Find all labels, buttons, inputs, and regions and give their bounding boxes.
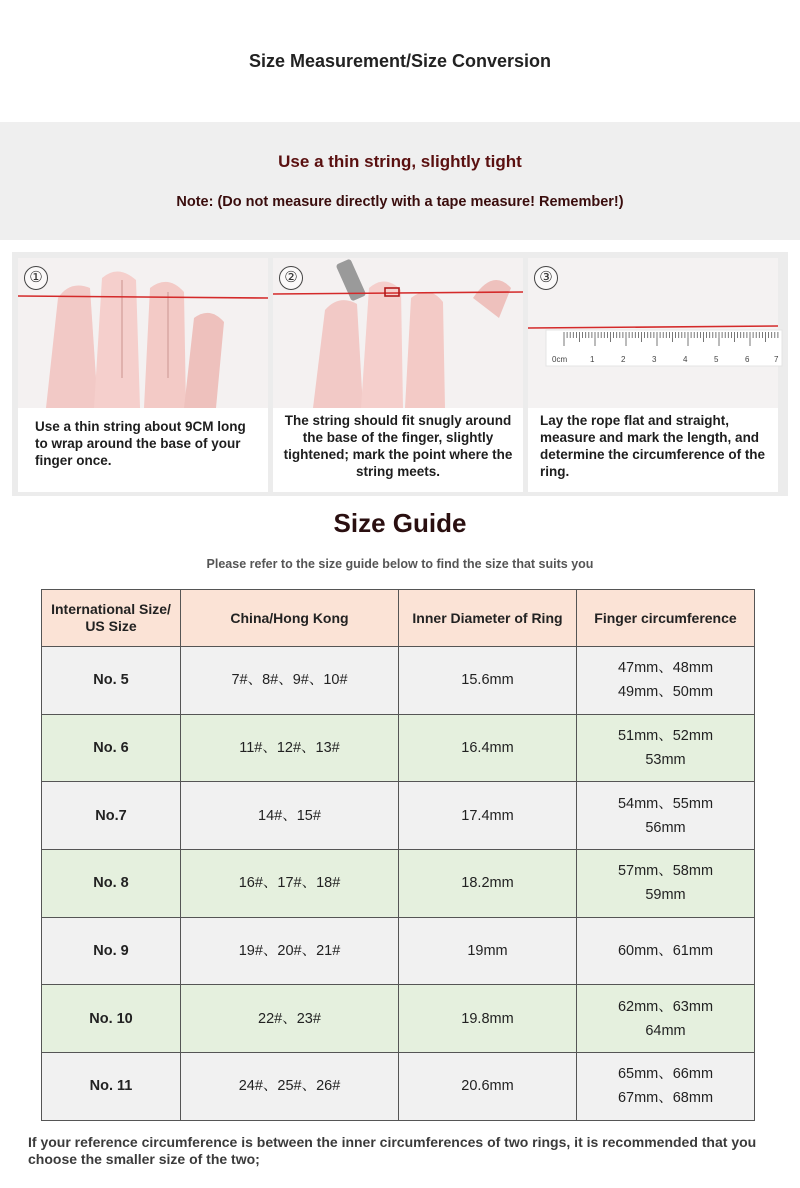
cell-china-size: 16#、17#、18# (181, 850, 399, 918)
table-header-row (42, 590, 755, 647)
step-number-2: ② (279, 266, 303, 290)
circ-line-2: 56mm (645, 819, 686, 836)
cell-china-size: 19#、20#、21# (181, 917, 399, 985)
cell-inner-diameter: 18.2mm (399, 850, 577, 918)
header-finger-circumference: Finger circumference (577, 590, 755, 647)
table-row (42, 1053, 755, 1121)
table-row (42, 917, 755, 985)
ruler-photo (528, 258, 778, 408)
step-caption-1: Use a thin string about 9CM long to wrap around the base of your finger once. (35, 419, 246, 468)
ruler-label-7: 7 (774, 355, 779, 364)
circ-line-1: 60mm、61mm (617, 943, 714, 960)
step-number-3: ③ (534, 266, 558, 290)
instruction-headline: Use a thin string, slightly tight (278, 152, 522, 171)
ruler-label-3: 3 (652, 355, 657, 364)
circ-line-1: 62mm、63mm (617, 998, 714, 1015)
cell-inner-diameter: 16.4mm (399, 714, 577, 782)
cell-intl-size: No. 8 (42, 850, 181, 918)
step-card-2 (273, 258, 523, 492)
circ-line-2: 59mm (645, 887, 686, 904)
cell-intl-size: No. 10 (42, 985, 181, 1053)
hand-string-photo-2 (273, 258, 523, 408)
step-caption-2: The string should fit snugly around the base of the finger, slightly tightened; mark the point where the string meets. (283, 413, 513, 479)
size-conversion-table (41, 589, 755, 1121)
step-caption-3: Lay the rope flat and straight, measure and mark the length, and determine the circumference of the ring. (540, 413, 766, 479)
cell-china-size: 7#、8#、9#、10# (181, 647, 399, 715)
size-guide-subtitle: Please refer to the size guide below to find the size that suits you (206, 557, 594, 571)
cell-inner-diameter: 15.6mm (399, 647, 577, 715)
circ-line-2: 67mm、68mm (617, 1090, 714, 1107)
cell-inner-diameter: 19mm (399, 917, 577, 985)
cell-intl-size: No. 5 (42, 647, 181, 715)
cell-finger-circumference (577, 850, 755, 918)
ruler-label-2: 2 (621, 355, 626, 364)
cell-inner-diameter: 20.6mm (399, 1053, 577, 1121)
cell-intl-size: No. 9 (42, 917, 181, 985)
cell-intl-size: No. 6 (42, 714, 181, 782)
instruction-band (0, 122, 800, 240)
ruler-label-5: 5 (714, 355, 719, 364)
cell-intl-size: No. 11 (42, 1053, 181, 1121)
table-row (42, 850, 755, 918)
table-row (42, 985, 755, 1053)
header-china-hong-kong: China/Hong Kong (181, 590, 399, 647)
circ-line-1: 47mm、48mm (617, 660, 714, 677)
instruction-note: Note: (Do not measure directly with a tape measure! Remember!) (176, 194, 624, 210)
ruler-label-0: 0cm (552, 355, 568, 364)
circ-line-2: 49mm、50mm (617, 684, 714, 701)
table-row (42, 714, 755, 782)
table-row (42, 647, 755, 715)
header-international-size: International Size/ US Size (42, 590, 181, 647)
hand-string-photo-1 (18, 258, 268, 408)
step-card-3 (528, 258, 778, 492)
circ-line-2: 53mm (645, 752, 686, 769)
cell-finger-circumference (577, 782, 755, 850)
ruler-label-4: 4 (683, 355, 688, 364)
step-number-1: ① (24, 266, 48, 290)
circ-line-1: 57mm、58mm (617, 863, 714, 880)
ruler-label-1: 1 (590, 355, 595, 364)
ruler-label-6: 6 (745, 355, 750, 364)
header-inner-diameter: Inner Diameter of Ring (399, 590, 577, 647)
cell-finger-circumference (577, 917, 755, 985)
circ-line-1: 51mm、52mm (617, 728, 714, 745)
cell-inner-diameter: 17.4mm (399, 782, 577, 850)
step-card-1 (18, 258, 268, 492)
cell-china-size: 14#、15# (181, 782, 399, 850)
circ-line-1: 54mm、55mm (617, 795, 714, 812)
circ-line-2: 64mm (645, 1022, 686, 1039)
size-recommendation-note: If your reference circumference is between the inner circumferences of two rings, it is recommended that you choose the smaller size of the two; (28, 1134, 757, 1167)
cell-finger-circumference (577, 714, 755, 782)
circ-line-1: 65mm、66mm (617, 1066, 714, 1083)
cell-intl-size: No.7 (42, 782, 181, 850)
measurement-steps (12, 252, 788, 496)
cell-china-size: 22#、23# (181, 985, 399, 1053)
page-title: Size Measurement/Size Conversion (248, 50, 552, 71)
table-row (42, 782, 755, 850)
cell-china-size: 24#、25#、26# (181, 1053, 399, 1121)
cell-finger-circumference (577, 1053, 755, 1121)
size-guide-title: Size Guide (333, 508, 467, 538)
cell-finger-circumference (577, 985, 755, 1053)
cell-finger-circumference (577, 647, 755, 715)
cell-china-size: 11#、12#、13# (181, 714, 399, 782)
cell-inner-diameter: 19.8mm (399, 985, 577, 1053)
